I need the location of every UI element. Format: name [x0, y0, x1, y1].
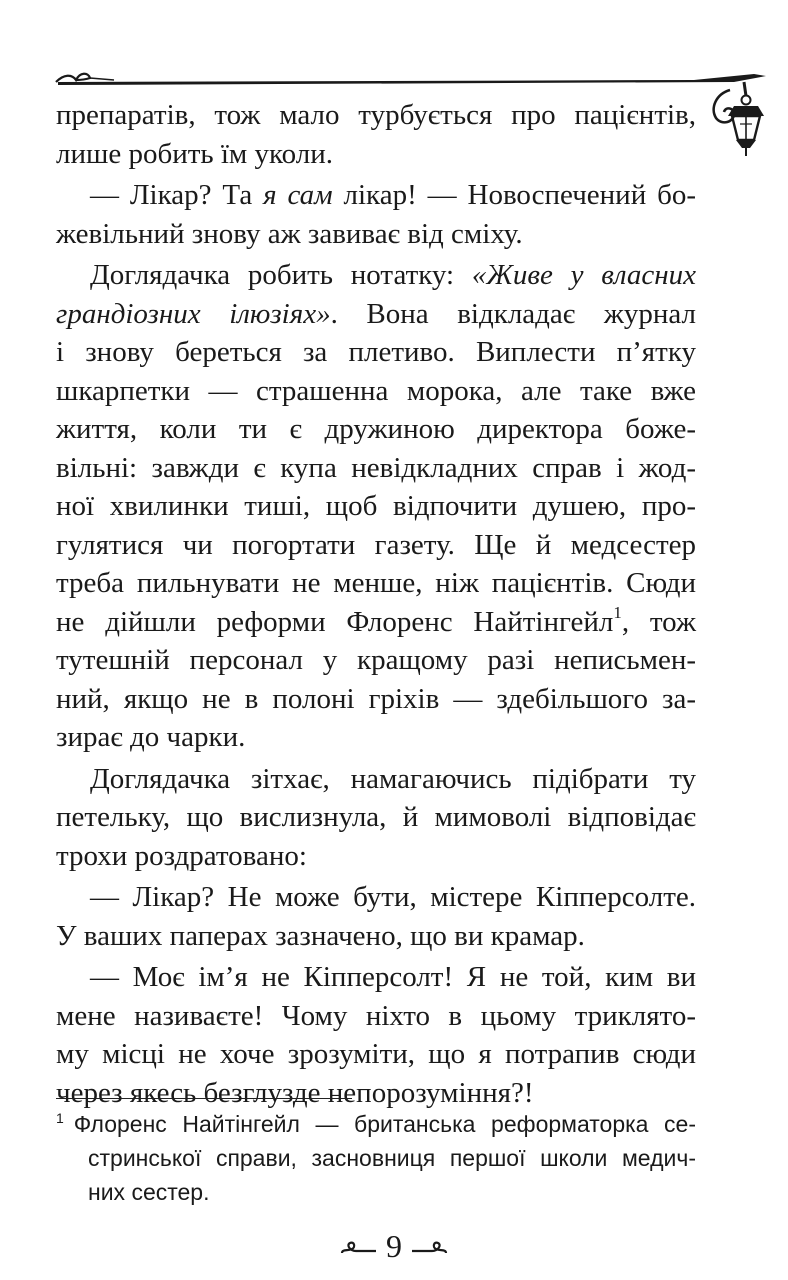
text-line: — Моє ім’я не Кіпперсолт! Я не той, ким ви: [90, 961, 696, 993]
paragraph: [56, 958, 696, 1112]
text-line: життя, коли ти є дружиною директора боже-: [56, 413, 696, 445]
text-line: і знову береться за плетиво. Виплести п’ятку: [56, 336, 696, 368]
text-line: гулятися чи погортати газету. Ще й медсестер: [56, 528, 696, 561]
footnote-separator: [56, 1098, 352, 1099]
text-line: вільні: завжди є купа невідкладних справ і жод-: [56, 451, 696, 484]
text-line: тутешній персонал у кращому разі неписьмен-: [56, 644, 696, 676]
text-line: трохи роздратовано:: [56, 839, 307, 872]
text-line: му місці не хоче зрозуміти, що я потрапив сюди: [56, 1038, 696, 1070]
text-line: зирає до чарки.: [56, 721, 246, 753]
text-line: У ваших паперах зазначено, що ви крамар.: [56, 919, 585, 952]
text-line: ної хвилинки тиші, щоб відпочити душею, про-: [56, 490, 696, 522]
paragraph: [56, 176, 696, 253]
body-text: [56, 96, 696, 1112]
paragraph: [56, 878, 696, 955]
page-number-footer: [0, 1226, 788, 1266]
text-line: препаратів, тож мало турбується про пацієнтів,: [56, 99, 696, 131]
text-line: не дійшли реформи Флоренс Найтінгейл$^1$, тож: [56, 602, 696, 638]
right-flourish-icon: [410, 1241, 448, 1259]
footnote-line-text: Флоренс Найтінгейл — британська реформаторка се-: [73, 1111, 696, 1137]
page-number: 9: [386, 1228, 402, 1264]
text-line: лише робить їм уколи.: [56, 137, 334, 170]
footnote-line: них сестер.: [88, 1179, 210, 1205]
text-line: через якесь безглузде непорозуміння?!: [56, 1076, 534, 1109]
text-line: ний, якщо не в полоні гріхів — здебільшого за-: [56, 682, 696, 715]
text-line: жевільний знову аж завиває від сміху.: [56, 217, 523, 250]
text-line: Доглядачка робить нотатку: «Живе у власних: [90, 259, 696, 291]
text-line: шкарпетки — страшенна морока, але таке вже: [56, 374, 696, 407]
text-line: треба пильнувати не менше, ніж пацієнтів. Сюди: [56, 567, 696, 599]
text-line: петельку, що вислизнула, й мимоволі відповідає: [56, 801, 696, 833]
paragraph: [56, 96, 696, 173]
footnote-line: стринської справи, засновниця першої школи медич-: [88, 1145, 696, 1171]
text-line: грандіозних ілюзіях». Вона відкладає журнал: [56, 297, 696, 330]
footnote-line: [56, 1101, 696, 1141]
paragraph: [56, 256, 696, 757]
text-line: — Лікар? Не може бути, містере Кіпперсолте.: [90, 881, 696, 913]
text-line: — Лікар? Та я сам лікар! — Новоспечений бо-: [90, 179, 697, 211]
text-line: мене називаєте! Чому ніхто в цьому триклято-: [56, 999, 696, 1032]
footnote-reference[interactable]: 1: [613, 602, 622, 622]
left-flourish-icon: [340, 1241, 378, 1259]
paragraph: [56, 760, 696, 876]
footnote: [56, 1101, 696, 1209]
footnote-marker: 1: [56, 1110, 64, 1126]
text-line: Доглядачка зітхає, намагаючись підібрати ту: [90, 762, 696, 795]
